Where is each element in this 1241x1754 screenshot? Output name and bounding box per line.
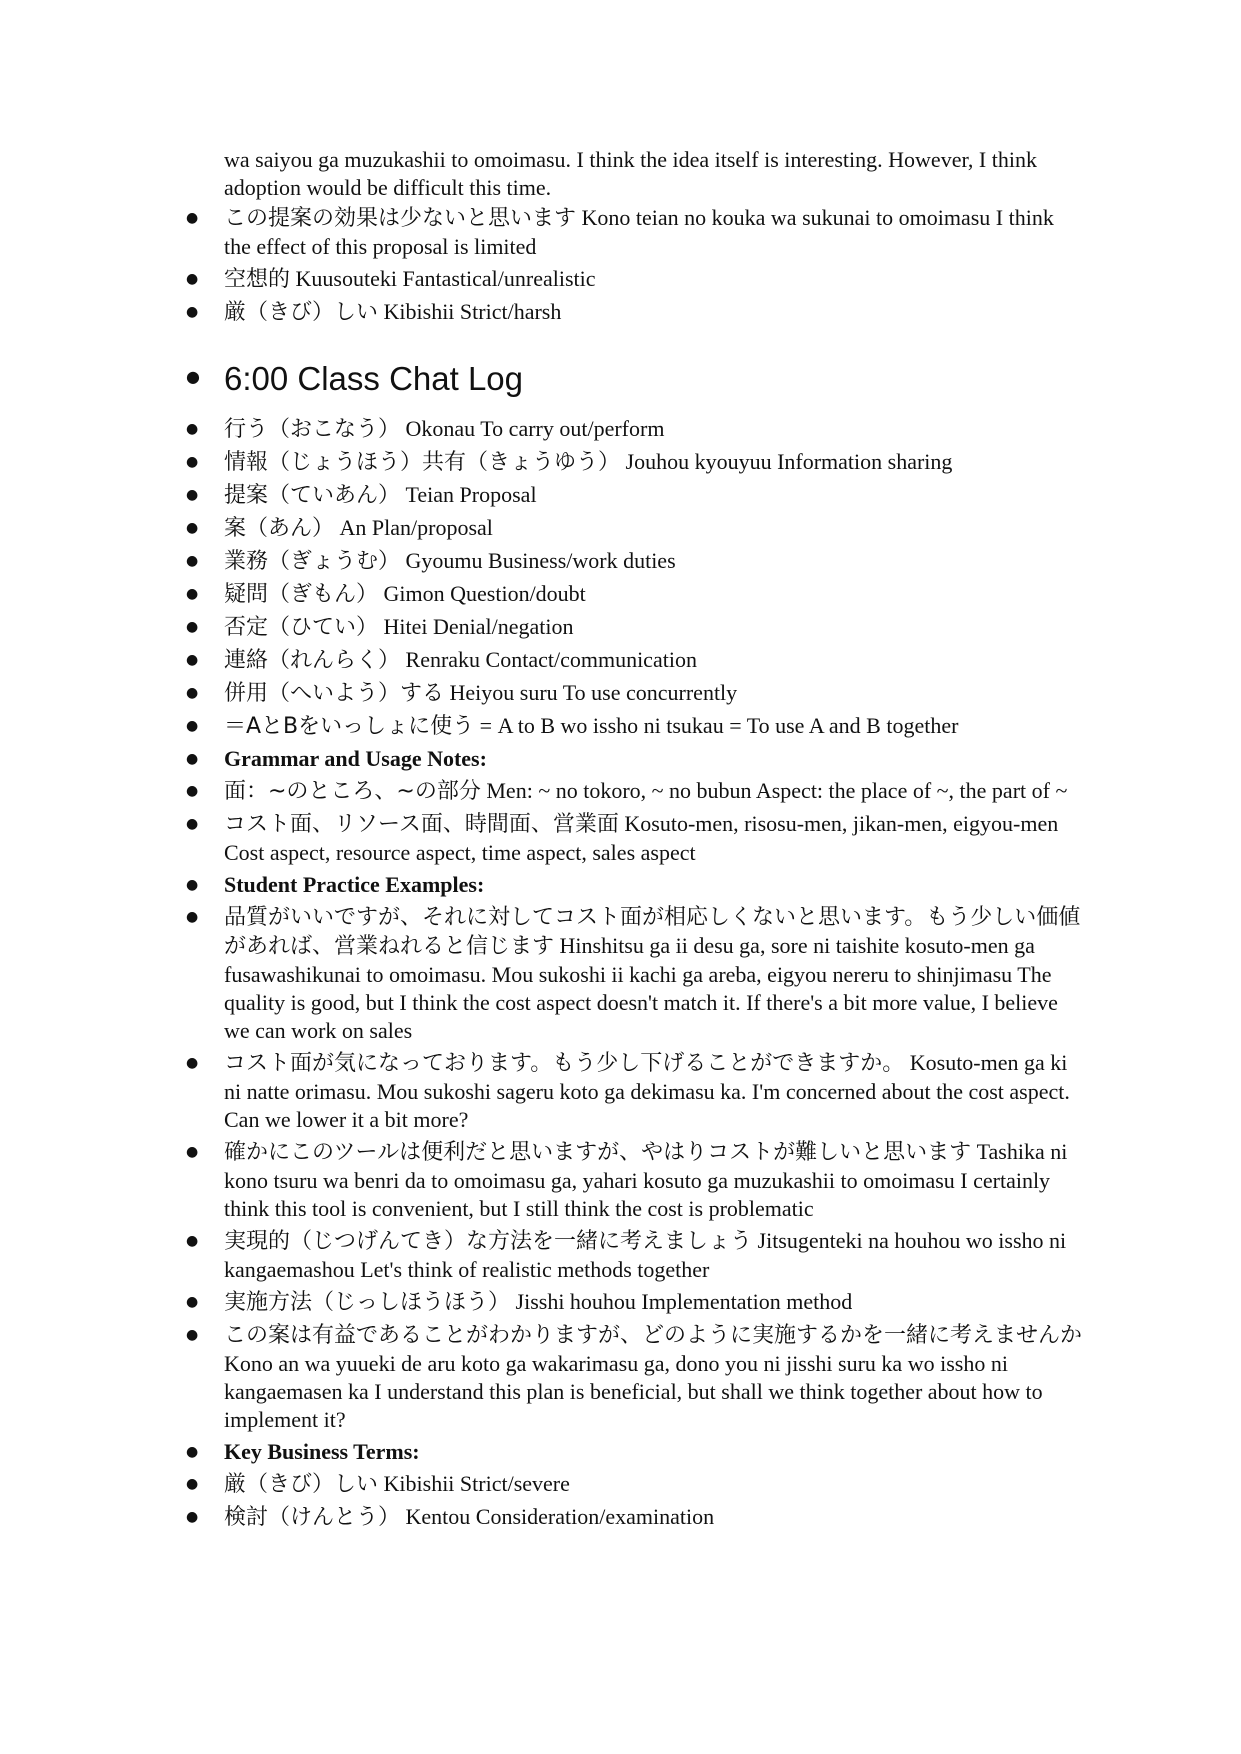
list-item bbox=[224, 1227, 1084, 1284]
japanese-term: 検討（けんとう） bbox=[224, 1505, 401, 1530]
document-content bbox=[224, 146, 1084, 1536]
romaji-translation: Okonau To carry out/perform bbox=[400, 416, 665, 441]
list-item bbox=[224, 613, 1084, 642]
romaji-translation: Jisshi houhou Implementation method bbox=[510, 1289, 853, 1314]
romaji-translation: Kosuto-men ga ki ni natte orimasu. Mou sukoshi sageru koto ga dekimasu ka. I'm concerned about the cost aspect. Can we lower it a bit more? bbox=[224, 1050, 1070, 1132]
japanese-term: 確かにこのツールは便利だと思いますが、やはりコストが難しいと思います bbox=[224, 1140, 972, 1165]
romaji-translation: Kosuto-men, risosu-men, jikan-men, eigyou-men Cost aspect, resource aspect, time aspect, sales aspect bbox=[224, 811, 1059, 865]
japanese-term: この提案の効果は少ないと思います bbox=[224, 206, 577, 231]
japanese-term: 実現的（じつげんてき）な方法を一緒に考えましょう bbox=[224, 1229, 753, 1254]
romaji-translation: Jitsugenteki na houhou wo issho ni kangaemashou Let's think of realistic methods together bbox=[224, 1228, 1067, 1282]
romaji-translation: Kono teian no kouka wa sukunai to omoimasu I think the effect of this proposal is limited bbox=[224, 205, 1054, 259]
romaji-translation: Kentou Consideration/examination bbox=[400, 1504, 715, 1529]
romaji-translation: Renraku Contact/communication bbox=[400, 647, 697, 672]
list-item bbox=[224, 204, 1084, 261]
list-item bbox=[224, 415, 1084, 444]
japanese-term: ＝AとBをいっしょに使う bbox=[224, 714, 475, 739]
japanese-term: コスト面が気になっております。もう少し下げることができますか。 bbox=[224, 1051, 905, 1076]
japanese-term: 実施方法（じっしほうほう） bbox=[224, 1290, 511, 1315]
romaji-translation: Kuusouteki Fantastical/unrealistic bbox=[290, 266, 596, 291]
subheading-text: Student Practice Examples: bbox=[224, 872, 485, 897]
japanese-term: 併用（へいよう）する bbox=[224, 681, 445, 706]
romaji-translation: Hitei Denial/negation bbox=[378, 614, 574, 639]
japanese-term: 案（あん） bbox=[224, 516, 335, 541]
romaji-translation: Hinshitsu ga ii desu ga, sore ni taishite kosuto-men ga fusawashikunai to omoimasu. Mou sukoshi ii kachi ga areba, eigyou nereru to shinjimasu The quality is good, but I think the cost aspect doesn't match it. If there's a bit more value, I believe we can work on sales bbox=[224, 933, 1058, 1043]
list-item bbox=[224, 745, 1084, 773]
section-heading: ● 6:00 Class Chat Log bbox=[224, 360, 524, 397]
list-item bbox=[224, 1438, 1084, 1466]
list-item bbox=[224, 547, 1084, 576]
romaji-translation: Kibishii Strict/harsh bbox=[378, 299, 562, 324]
japanese-term: コスト面、リソース面、時間面、営業面 bbox=[224, 812, 619, 837]
japanese-term: この案は有益であることがわかりますが、どのように実施するかを一緒に考えませんか bbox=[224, 1323, 1083, 1348]
list-item bbox=[224, 514, 1084, 543]
japanese-term: 提案（ていあん） bbox=[224, 483, 401, 508]
romaji-translation: Gyoumu Business/work duties bbox=[400, 548, 676, 573]
list-item bbox=[224, 712, 1084, 741]
romaji-translation: Men: ~ no tokoro, ~ no bubun Aspect: the place of ~, the part of ~ bbox=[480, 778, 1068, 803]
list-item bbox=[224, 1049, 1084, 1134]
japanese-term: 否定（ひてい） bbox=[224, 615, 379, 640]
romaji-translation: Jouhou kyouyuu Information sharing bbox=[620, 449, 953, 474]
japanese-term: 連絡（れんらく） bbox=[224, 648, 401, 673]
romaji-translation: An Plan/proposal bbox=[334, 515, 493, 540]
romaji-translation: Kibishii Strict/severe bbox=[378, 1471, 570, 1496]
list-item bbox=[224, 646, 1084, 675]
japanese-term: 空想的 bbox=[224, 267, 291, 292]
romaji-translation: = A to B wo issho ni tsukau = To use A and B together bbox=[474, 713, 959, 738]
continued-paragraph: wa saiyou ga muzukashii to omoimasu. I think the idea itself is interesting. However, I think adoption would be difficult this time. bbox=[224, 147, 1037, 200]
list-item bbox=[224, 810, 1084, 867]
subheading-text: Key Business Terms: bbox=[224, 1439, 420, 1464]
romaji-translation: Kono an wa yuueki de aru koto ga wakarimasu ga, dono you ni jisshi suru ka wo issho ni kangaemasen ka I understand this plan is beneficial, but shall we think together about how to implement it? bbox=[224, 1351, 1043, 1432]
vocabulary-bullet-list bbox=[224, 415, 1084, 1532]
japanese-term: 品質がいいですが、それに対してコスト面が相応しくないと思います。もう少しい価値があれば、営業ねれると信じます bbox=[224, 905, 1081, 959]
top-bullet-list bbox=[224, 204, 1084, 327]
romaji-translation: Gimon Question/doubt bbox=[378, 581, 586, 606]
list-item bbox=[224, 448, 1084, 477]
list-item bbox=[224, 580, 1084, 609]
list-item bbox=[224, 298, 1084, 327]
romaji-translation: Heiyou suru To use concurrently bbox=[444, 680, 738, 705]
japanese-term: 疑問（ぎもん） bbox=[224, 582, 379, 607]
japanese-term: 行う（おこなう） bbox=[224, 417, 401, 442]
list-item bbox=[224, 1470, 1084, 1499]
japanese-term: 厳（きび）しい bbox=[224, 1472, 379, 1497]
japanese-term: 業務（ぎょうむ） bbox=[224, 549, 401, 574]
japanese-term: 情報（じょうほう）共有（きょうゆう） bbox=[224, 450, 621, 475]
list-item bbox=[224, 481, 1084, 510]
list-item bbox=[224, 1321, 1084, 1434]
list-item bbox=[224, 1288, 1084, 1317]
japanese-term: 面：~のところ、~の部分 bbox=[224, 779, 481, 804]
subheading-text: Grammar and Usage Notes: bbox=[224, 746, 487, 771]
list-item bbox=[224, 679, 1084, 708]
list-item bbox=[224, 265, 1084, 294]
list-item bbox=[224, 1138, 1084, 1223]
list-item bbox=[224, 1503, 1084, 1532]
list-item bbox=[224, 871, 1084, 899]
list-item bbox=[224, 777, 1084, 806]
romaji-translation: Tashika ni kono tsuru wa benri da to omoimasu ga, yahari kosuto ga muzukashii to omoimasu I certainly think this tool is convenient, but I still think the cost is problematic bbox=[224, 1139, 1068, 1221]
list-item bbox=[224, 903, 1084, 1045]
japanese-term: 厳（きび）しい bbox=[224, 300, 379, 325]
romaji-translation: Teian Proposal bbox=[400, 482, 537, 507]
section-heading-item bbox=[224, 357, 1084, 401]
